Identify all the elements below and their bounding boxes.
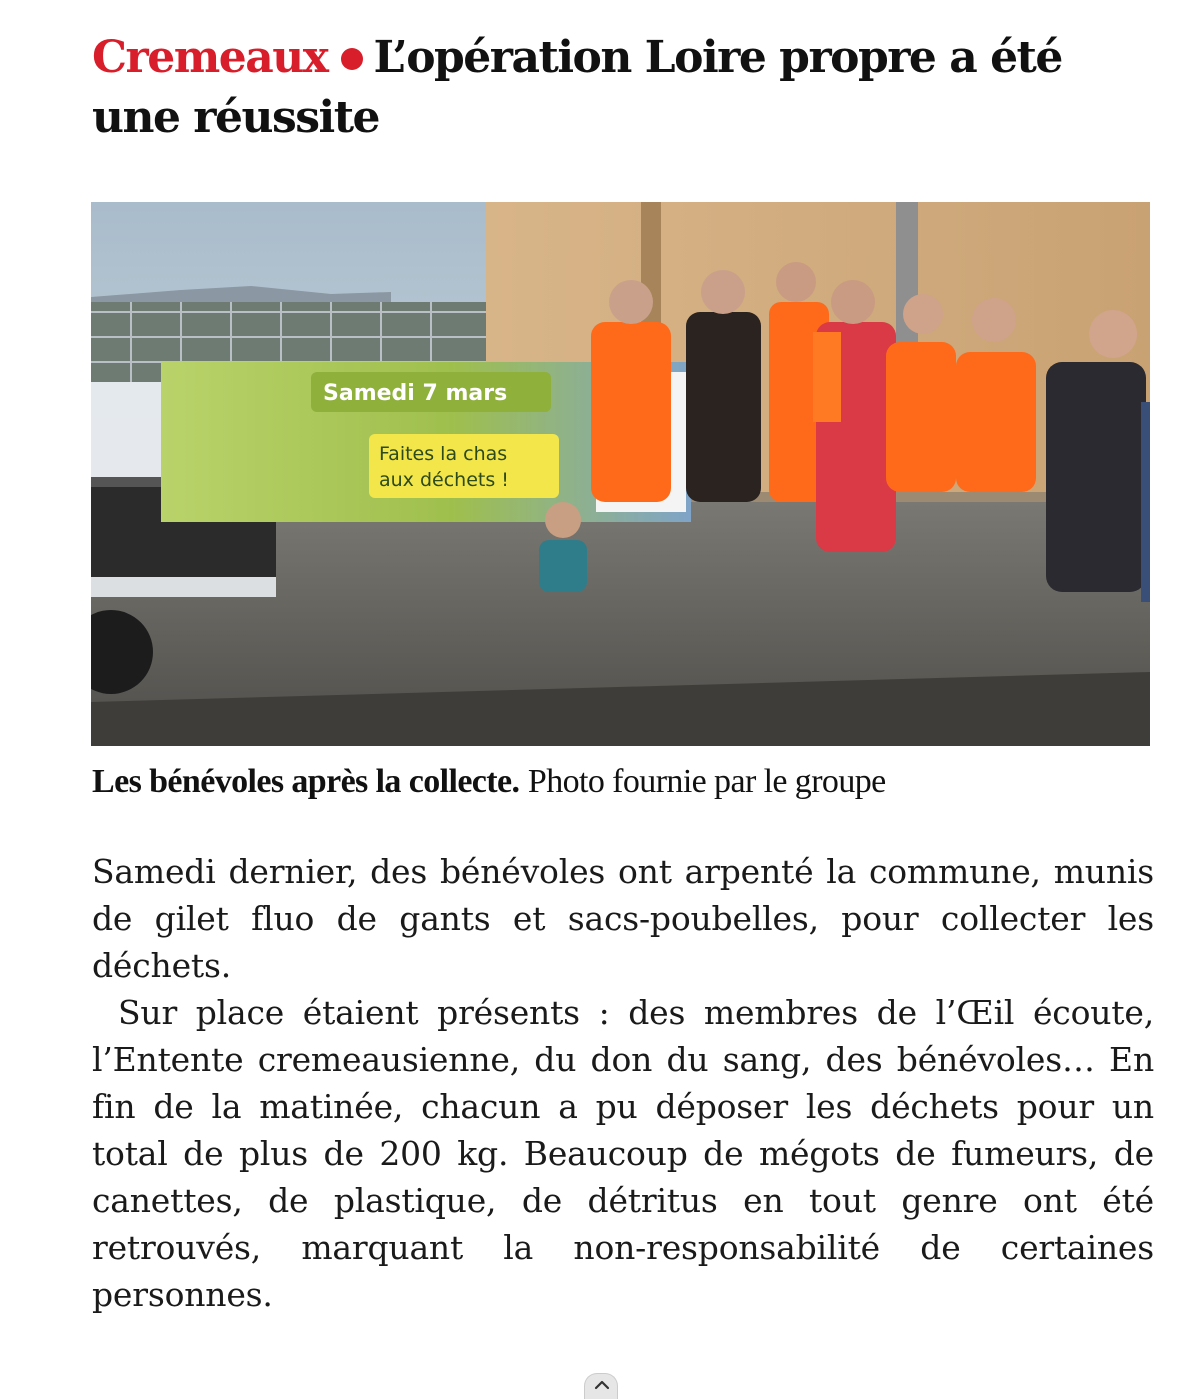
- article-photo: [91, 202, 1150, 746]
- article-headline: [92, 28, 1092, 148]
- photo-banner-date: Samedi 7 mars: [323, 381, 508, 406]
- bullet-icon: [341, 48, 363, 70]
- paragraph-2: Sur place étaient présents : des membres de l’Œil écoute, l’Entente cremeausienne, du don du sang, des bénévoles… En fin de la matinée, chacun a pu déposer les déchets pour un total de plus de 200 kg. Beaucoup de mégots de fumeurs, de canettes, de plastique, de détritus en tout genre ont été retrouvés, marquant la non-responsabilité de certaines personnes.: [92, 993, 1154, 1314]
- article-body: [92, 848, 1154, 1318]
- paragraph-1: Samedi dernier, des bénévoles ont arpenté la commune, munis de gilet fluo de gants et sacs-poubelles, pour collecter les déchets.: [92, 852, 1154, 985]
- photo-banner-slogan-1: Faites la chas: [379, 443, 508, 465]
- scroll-up-button[interactable]: [584, 1373, 618, 1399]
- photo-banner-slogan-2: aux déchets !: [379, 469, 509, 491]
- caption-credit: Photo fournie par le groupe: [527, 763, 886, 800]
- headline-title: L’opération Loire propre a été une réussite: [92, 32, 1062, 143]
- caption-text: Les bénévoles après la collecte.: [92, 763, 520, 800]
- chevron-up-icon: [594, 1380, 610, 1390]
- headline-kicker: Cremeaux: [92, 32, 328, 83]
- photo-caption: [92, 760, 1152, 804]
